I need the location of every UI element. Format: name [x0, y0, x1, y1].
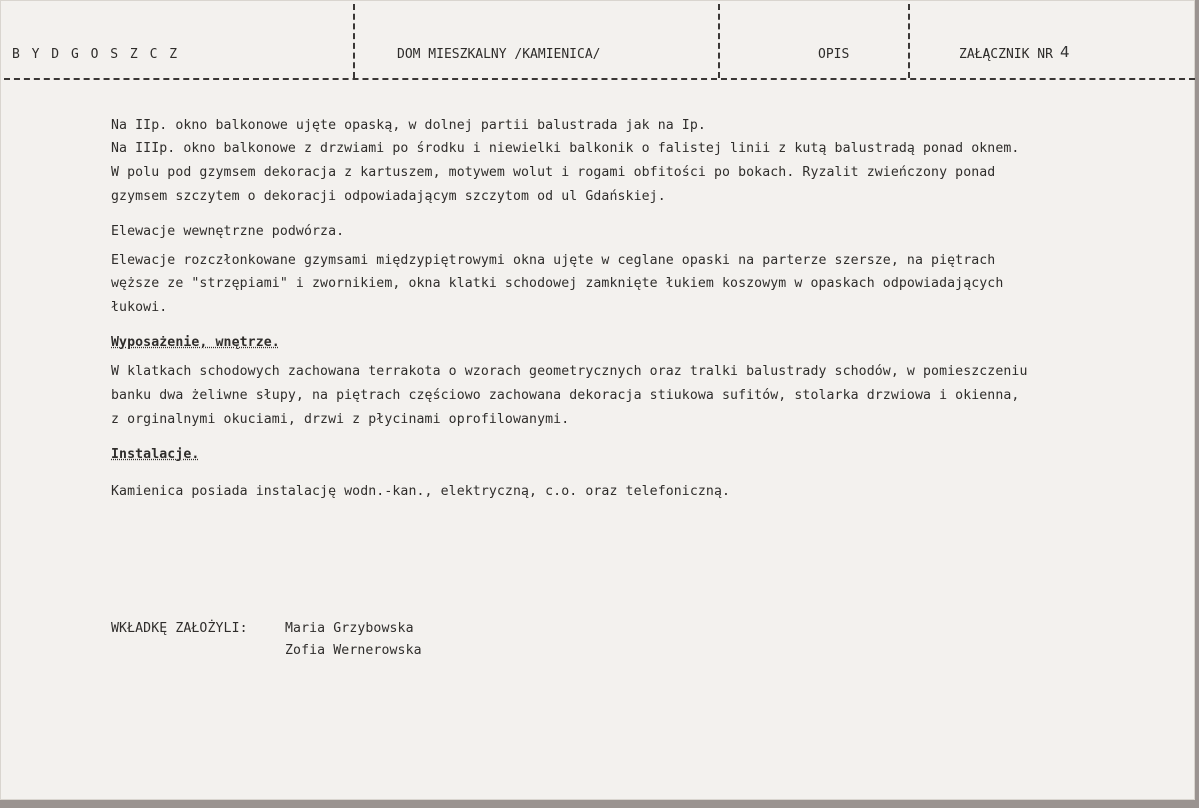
section-heading: Wyposażenie, wnętrze. — [111, 335, 280, 350]
text-line: Kamienica posiada instalację wodn.-kan., elektryczną, c.o. oraz telefoniczną. — [111, 484, 731, 499]
header-divider — [353, 4, 355, 78]
text-line: Na IIp. okno balkonowe ujęte opaską, w dolnej partii balustrada jak na Ip. — [111, 118, 706, 133]
text-line: Elewacje wewnętrzne podwórza. — [111, 224, 345, 239]
text-line: węższe ze "strzępiami" i zwornikiem, okna klatki schodowej zamknięte łukiem koszowym w opaskach odpowiadających — [111, 276, 1004, 291]
header-divider — [908, 4, 910, 78]
header-section: OPIS — [818, 47, 850, 62]
authors-label: WKŁADKĘ ZAŁOŻYLI: — [111, 621, 248, 636]
text-line: Elewacje rozczłonkowane gzymsami międzypiętrowymi okna ujęte w ceglane opaski na parterze szersze, na piętrach — [111, 253, 996, 268]
text-line: z orginalnymi okuciami, drzwi z płycinami oprofilowanymi. — [111, 412, 570, 427]
header-city: B Y D G O S Z C Z — [12, 47, 180, 62]
author-name: Maria Grzybowska — [285, 621, 414, 636]
text-line: gzymsem szczytem o dekoracji odpowiadającym szczytom od ul Gdańskiej. — [111, 189, 666, 204]
text-line: W polu pod gzymsem dekoracja z kartuszem, motywem wolut i rogami obfitości po bokach. Ryzalit zwieńczony ponad — [111, 165, 996, 180]
text-line: banku dwa żeliwne słupy, na piętrach częściowo zachowana dekoracja stiukowa sufitów, stolarka drzwiowa i okienna, — [111, 388, 1020, 403]
header-attachment-label: ZAŁĄCZNIK NR — [959, 47, 1053, 62]
text-line: W klatkach schodowych zachowana terrakota o wzorach geometrycznych oraz tralki balustrady schodów, w pomieszczeniu — [111, 364, 1028, 379]
header-divider — [718, 4, 720, 78]
text-line: łukowi. — [111, 300, 168, 315]
text-line: Na IIIp. okno balkonowe z drzwiami po środku i niewielki balkonik o falistej linii z kutą balustradą ponad oknem. — [111, 141, 1020, 156]
header-object: DOM MIESZKALNY /KAMIENICA/ — [397, 47, 601, 62]
header-rule — [4, 78, 1195, 80]
section-heading: Instalacje. — [111, 447, 200, 462]
author-name: Zofia Wernerowska — [285, 643, 422, 658]
header-attachment-number: 4 — [1060, 43, 1070, 61]
